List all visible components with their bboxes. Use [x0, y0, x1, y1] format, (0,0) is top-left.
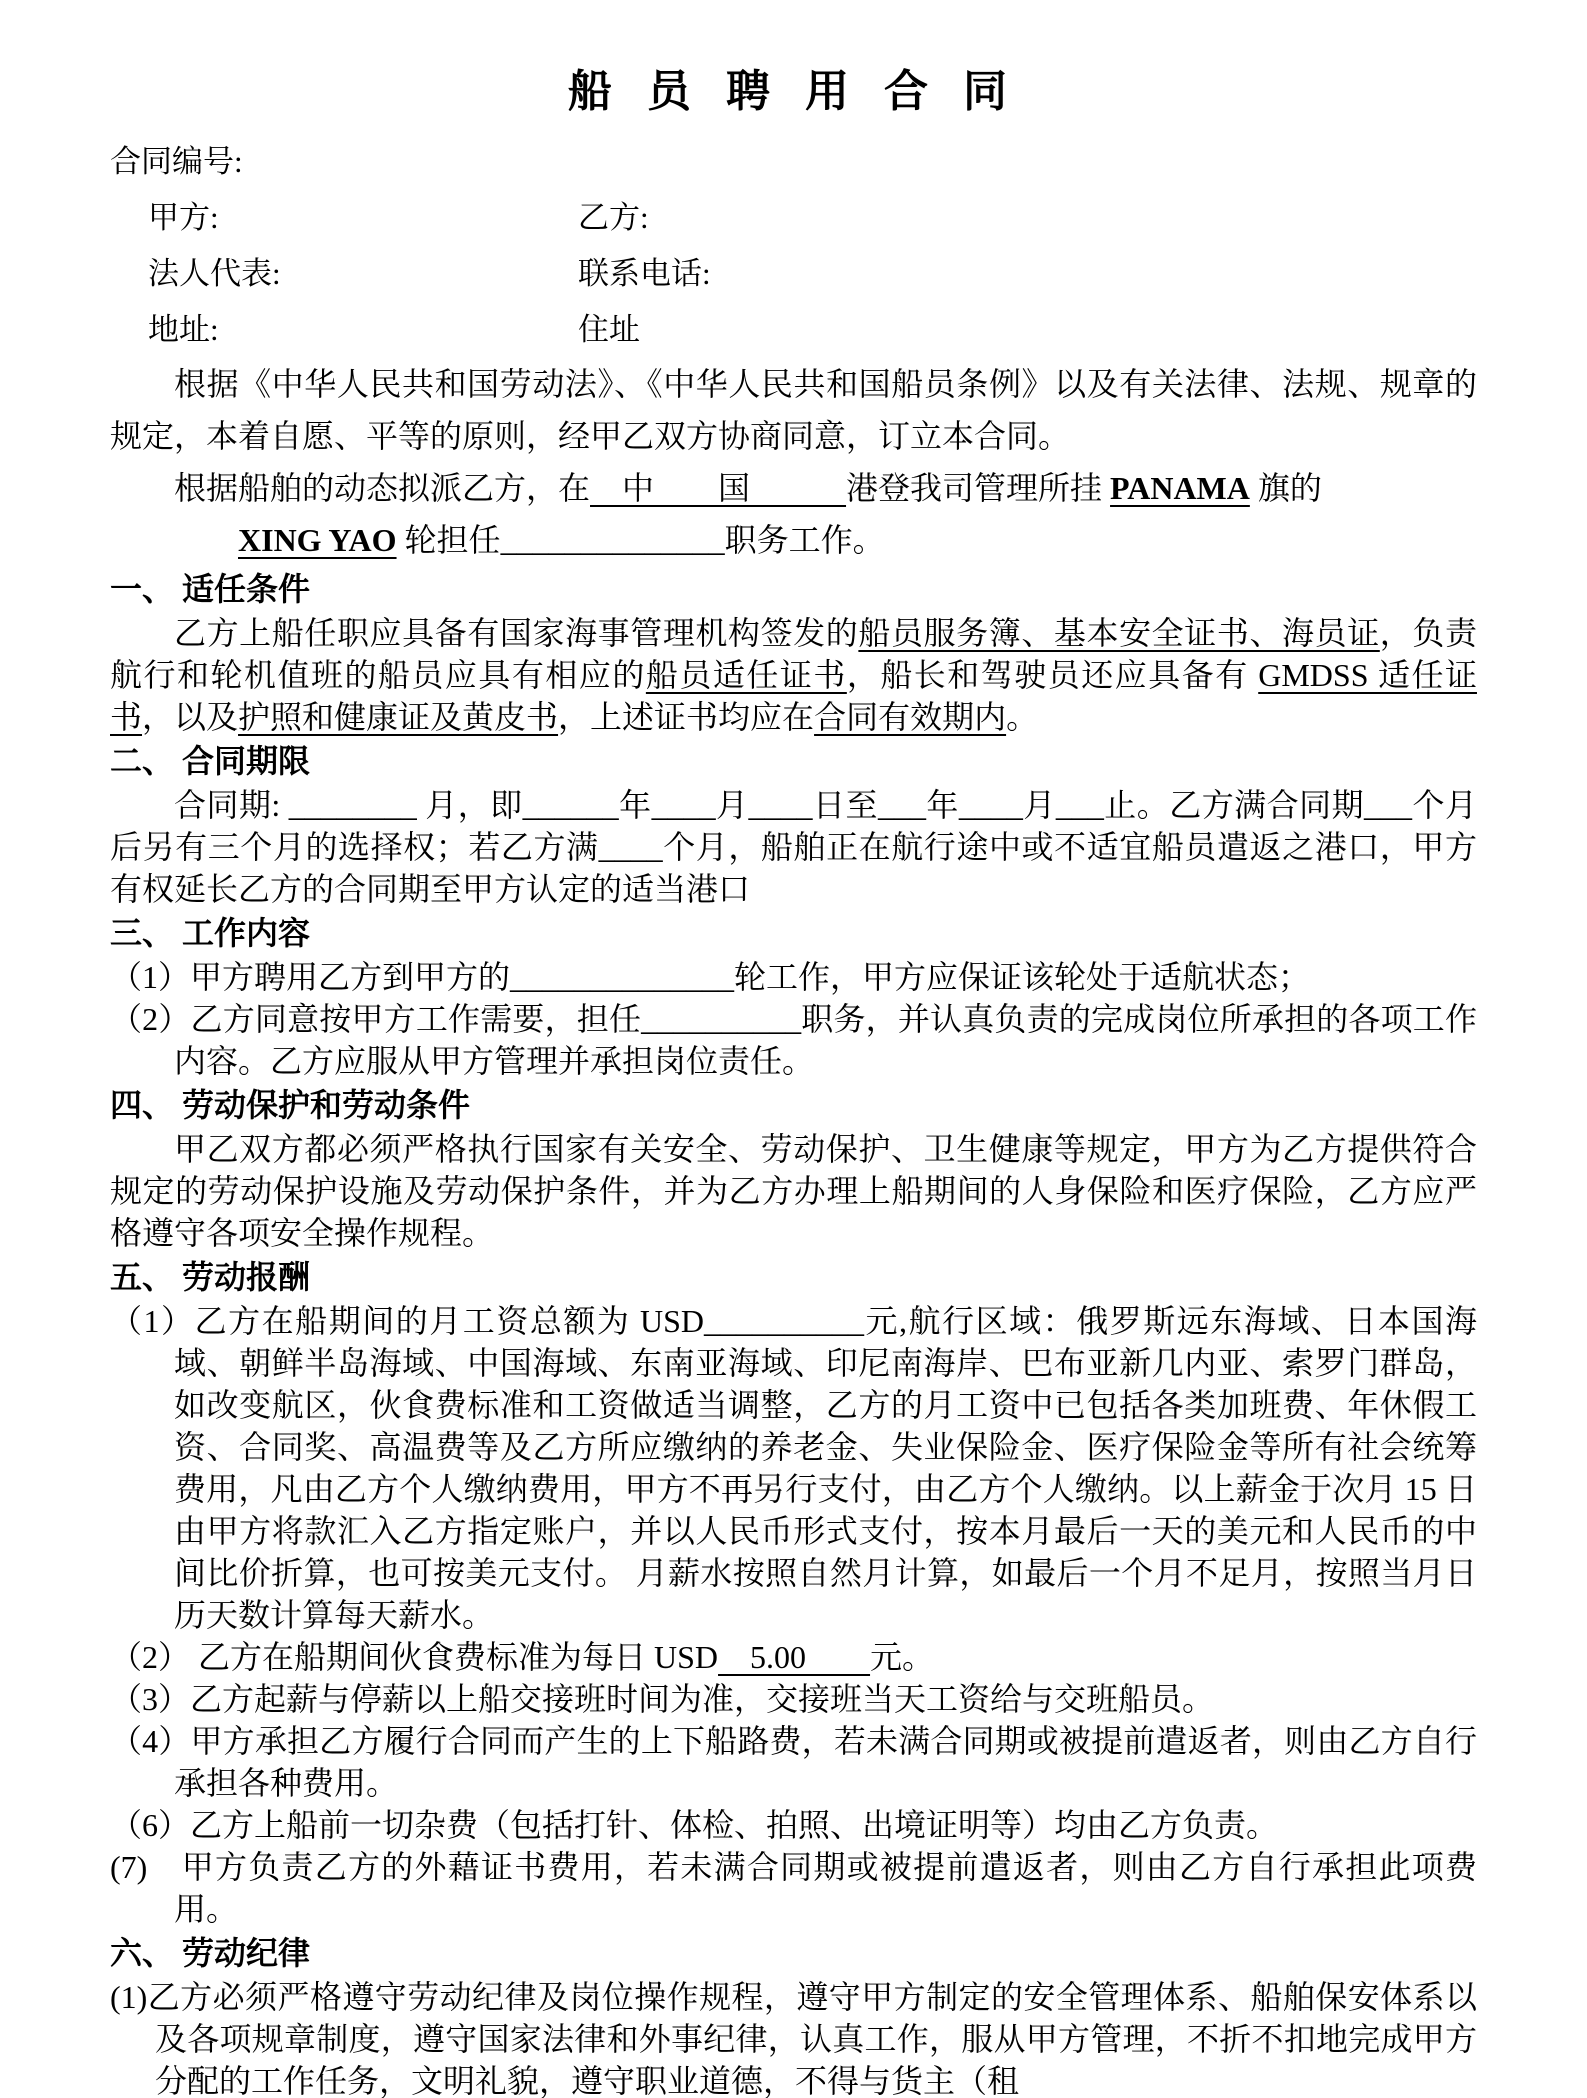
text-run: ，以及 [142, 699, 239, 735]
section-3-heading [110, 910, 1477, 956]
section-2-paragraph [110, 784, 1477, 910]
legal-rep-label: 法人代表: [148, 256, 281, 291]
section-4-paragraph [110, 1128, 1477, 1254]
text-run: ______________ [500, 522, 725, 558]
underlined-text: 中 国 [590, 470, 847, 506]
section-5-item-6 [110, 1804, 1477, 1846]
underlined-text: 船员服务簿、基本安全证书、海员证 [858, 615, 1380, 651]
section-5-heading [110, 1254, 1477, 1300]
text-run: (7) 甲方负责乙方的外藉证书费用，若未满合同期或被提前遣返者，则由乙方自行承担此项费用。 [110, 1849, 1477, 1927]
party-a-label: 甲方: [148, 200, 219, 235]
section-4-heading [110, 1082, 1477, 1128]
section-5-item-4 [110, 1720, 1477, 1804]
text-run: 元。 [870, 1639, 935, 1675]
text-run: （1）乙方在船期间的月工资总额为 USD__________元,航行区域：俄罗斯远东海域、日本国海域、朝鲜半岛海域、中国海域、东南亚海域、印尼南海岸、巴布亚新几内亚、索罗门群岛，如改变航区，伙食费标准和工资做适当调整，乙方的月工资中已包括各类加班费、年休假工资、合同奖、高温费等及乙方所应缴纳的养老金、失业保险金、医疗保险金等所有社会统筹费用，凡由乙方个人缴纳费用，甲方不再另行支付，由乙方个人缴纳。以上薪金于次月 15 日由甲方将款汇入乙方指定账户，并以人民币形式支付，按本月最后一天的美元和人民币的中间比价折算，也可按美元支付。 月薪水按照自然月计算，如最后一个月不足月，按照当月日历天数计算每天薪水。 [110, 1303, 1477, 1633]
text-run: （2） 乙方在船期间伙食费标准为每日 USD [110, 1639, 719, 1675]
party-b-label: 乙方: [578, 200, 649, 235]
section-6-item-1 [110, 1976, 1477, 2098]
section-3-item-1 [110, 956, 1477, 998]
text-run: （4）甲方承担乙方履行合同而产生的上下船路费，若未满合同期或被提前遣返者，则由乙方自行承担各种费用。 [110, 1723, 1477, 1801]
section-5-item-7 [110, 1846, 1477, 1930]
section-5-item-2 [110, 1636, 1477, 1678]
dispatch-paragraph-line2 [110, 514, 1477, 566]
underlined-text: 合同有效期内 [814, 699, 1007, 735]
text-run: ，船长和驾驶员还应具备有 [846, 657, 1259, 693]
text-run: 三、 工作内容 [110, 915, 311, 951]
section-2-heading [110, 738, 1477, 784]
text-run: （1）甲方聘用乙方到甲方的______________轮工作，甲方应保证该轮处于适航状态； [110, 959, 1311, 995]
residence-label: 住址 [578, 312, 640, 347]
text-run: 甲乙双方都必须严格执行国家有关安全、劳动保护、卫生健康等规定，甲方为乙方提供符合规定的劳动保护设施及劳动保护条件，并为乙方办理上船期间的人身保险和医疗保险，乙方应严格遵守各项安全操作规程。 [110, 1131, 1477, 1251]
text-run: 职务工作。 [724, 522, 885, 558]
text-run: 轮担任 [396, 522, 501, 558]
section-5-item-1 [110, 1300, 1477, 1636]
text-run: 六、 劳动纪律 [110, 1935, 311, 1971]
text-run: 合同期: ________ 月，即______年____月____日至___年____月___止。乙方满合同期___个月后另有三个月的选择权；若乙方满____个月，船舶正在航行途中或不适宜船员遣返之港口，甲方有权延长乙方的合同期至甲方认定的适当港口 [110, 787, 1477, 907]
text-run: (1)乙方必须严格遵守劳动纪律及岗位操作规程，遵守甲方制定的安全管理体系、船舶保安体系以及各项规章制度，遵守国家法律和外事纪律，认真工作，服从甲方管理，不折不扣地完成甲方分配的工作任务，文明礼貌，遵守职业道德，不得与货主（租 [110, 1979, 1477, 2098]
section-1-heading [110, 566, 1477, 612]
underlined-text: 护照和健康证及黄皮书 [238, 699, 559, 735]
text-run: （2）乙方同意按甲方工作需要，担任__________职务，并认真负责的完成岗位所承担的各项工作内容。乙方应服从甲方管理并承担岗位责任。 [110, 1001, 1477, 1079]
section-5-item-3 [110, 1678, 1477, 1720]
section-6-heading [110, 1930, 1477, 1976]
underlined-text: 船员适任证书 [645, 657, 847, 693]
text-run: 根据《中华人民共和国劳动法》、《中华人民共和国船员条例》以及有关法律、法规、规章的规定，本着自愿、平等的原则，经甲乙双方协商同意，订立本合同。 [110, 366, 1477, 454]
party-row-2 [110, 246, 1477, 302]
text-run: （6）乙方上船前一切杂费（包括打针、体检、拍照、出境证明等）均由乙方负责。 [110, 1807, 1279, 1843]
party-row-1 [110, 190, 1477, 246]
document-title: 船 员 聘 用 合 同 [568, 67, 1019, 116]
text-run: 旗的 [1249, 470, 1322, 506]
text-run: 乙方上船任职应具备有国家海事管理机构签发的 [174, 615, 859, 651]
section-3-item-2 [110, 998, 1477, 1082]
underlined-text: GMDSS 适任证书 [110, 657, 1477, 735]
underlined-text: PANAMA [1110, 470, 1250, 506]
text-run: 一、 适任条件 [110, 571, 311, 607]
text-run: 四、 劳动保护和劳动条件 [110, 1087, 471, 1123]
text-run: 。 [1006, 699, 1039, 735]
underlined-text: XING YAO [238, 522, 397, 558]
contract-number-label: 合同编号: [110, 144, 243, 179]
text-run: 根据船舶的动态拟派乙方，在 [174, 470, 591, 506]
address-label: 地址: [148, 312, 219, 347]
text-run: 二、 合同期限 [110, 743, 311, 779]
party-row-3 [110, 302, 1477, 358]
intro-paragraph [110, 358, 1477, 462]
text-run: 港登我司管理所挂 [846, 470, 1111, 506]
section-1-paragraph [110, 612, 1477, 738]
phone-label: 联系电话: [578, 256, 711, 291]
text-run: ，上述证书均应在 [558, 699, 815, 735]
text-run: ，负责航行和轮机值班的船员应具有相应的 [110, 615, 1477, 693]
underlined-text: 5.00 [718, 1639, 871, 1675]
contract-body [110, 358, 1477, 2098]
text-run: 五、 劳动报酬 [110, 1259, 311, 1295]
dispatch-paragraph [110, 462, 1477, 514]
text-run: （3）乙方起薪与停薪以上船交接班时间为准，交接班当天工资给与交班船员。 [110, 1681, 1215, 1717]
